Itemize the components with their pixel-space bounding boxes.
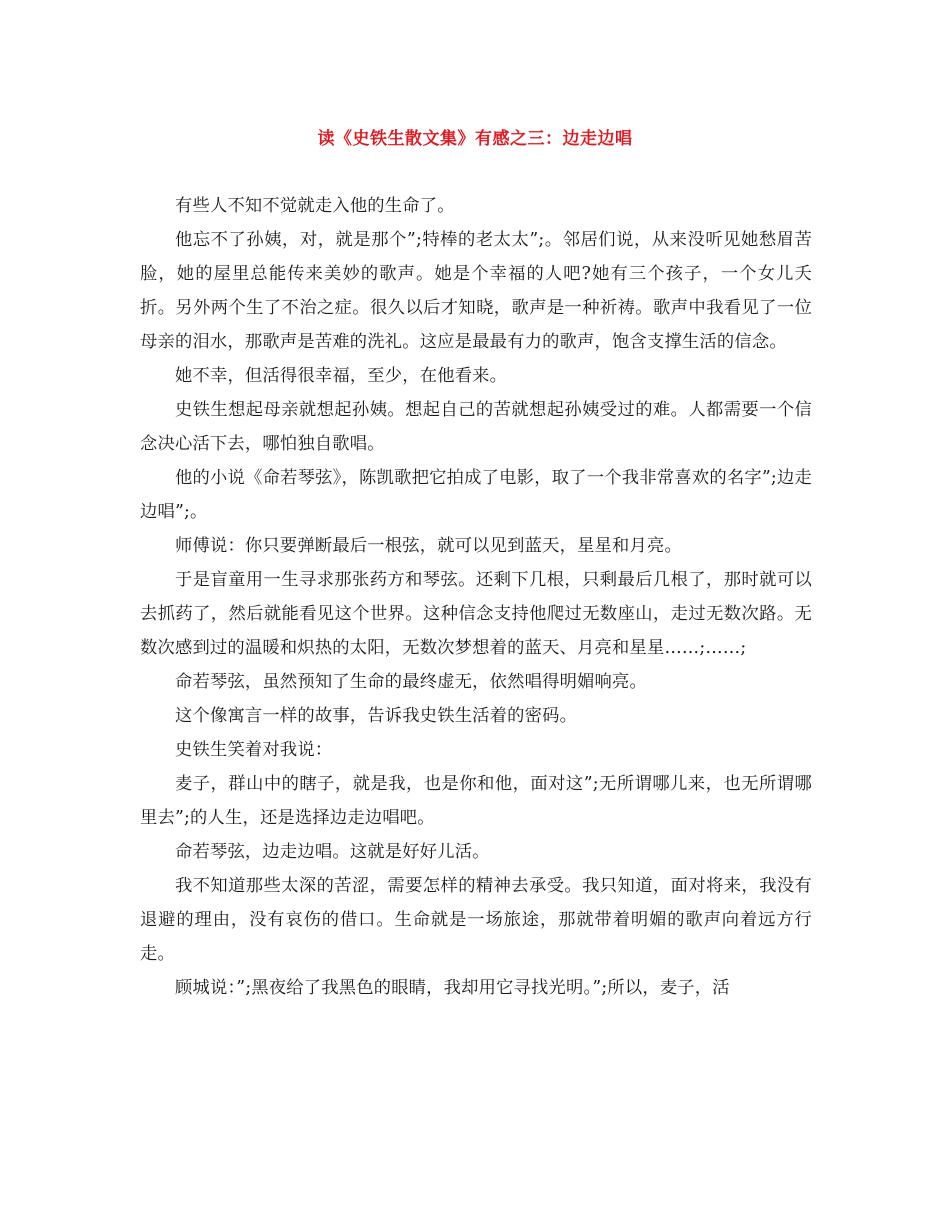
paragraph: 命若琴弦，边走边唱。这就是好好儿活。: [175, 842, 490, 862]
paragraph: 师傅说：你只要弹断最后一根弦，就可以见到蓝天，星星和月亮。: [175, 536, 682, 556]
document-title: 读《史铁生散文集》有感之三：边走边唱: [317, 129, 633, 149]
paragraph: 我不知道那些太深的苦涩，需要怎样的精神去承受。我只知道，面对将来，我没有退避的理由，没有哀伤的借口。生命就是一场旅途，那就带着明媚的歌声向着远方行走。: [140, 876, 812, 964]
paragraph: 有些人不知不觉就走入他的生命了。: [175, 196, 455, 216]
paragraph: 史铁生笑着对我说：: [175, 740, 333, 760]
paragraph: 顾城说：”;黑夜给了我黑色的眼睛，我却用它寻找光明。”;所以，麦子，活: [175, 978, 730, 998]
paragraph: 他忘不了孙姨，对，就是那个”;特棒的老太太”;。邻居们说，从来没听见她愁眉苦脸，她的屋里总能传来美妙的歌声。她是个幸福的人吧?她有三个孩子，一个女儿夭折。另外两个生了不治之症。很久以后才知晓，歌声是一种祈祷。歌声中我看见了一位母亲的泪水，那歌声是苦难的洗礼。这应是最最有力的歌声，饱含支撑生活的信念。: [140, 230, 812, 352]
paragraph: 这个像寓言一样的故事，告诉我史铁生活着的密码。: [175, 706, 578, 726]
document-body: [140, 189, 812, 1005]
paragraph: 史铁生想起母亲就想起孙姨。想起自己的苦就想起孙姨受过的难。人都需要一个信念决心活下去，哪怕独自歌唱。: [140, 400, 812, 454]
paragraph: 他的小说《命若琴弦》，陈凯歌把它拍成了电影，取了一个我非常喜欢的名字”;边走边唱”;。: [140, 468, 812, 522]
paragraph: 命若琴弦，虽然预知了生命的最终虚无，依然唱得明媚响亮。: [175, 672, 647, 692]
paragraph: 麦子，群山中的瞎子，就是我，也是你和他，面对这”;无所谓哪儿来，也无所谓哪里去”;的人生，还是选择边走边唱吧。: [140, 774, 812, 828]
paragraph: 于是盲童用一生寻求那张药方和琴弦。还剩下几根，只剩最后几根了，那时就可以去抓药了，然后就能看见这个世界。这种信念支持他爬过无数座山，走过无数次路。无数次感到过的温暖和炽热的太阳，无数次梦想着的蓝天、月亮和星星……;……;: [140, 570, 812, 658]
paragraph: 她不幸，但活得很幸福，至少，在他看来。: [175, 366, 508, 386]
